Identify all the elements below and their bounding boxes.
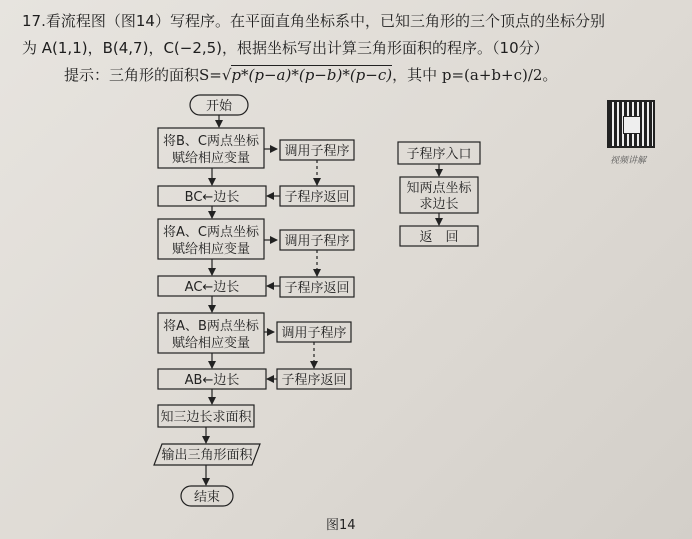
call2-label: 调用子程序 — [284, 234, 350, 249]
end-label: 结束 — [193, 490, 221, 505]
sqrt-icon: √ — [221, 66, 232, 84]
return3-label: 子程序返回 — [281, 373, 347, 388]
box1-line1: 将B、C两点坐标 — [163, 134, 259, 149]
area-label: 知三边长求面积 — [160, 410, 252, 425]
sub-calc-line1: 知两点坐标 — [406, 181, 472, 196]
qr-caption: 视频讲解 — [610, 156, 647, 166]
hint-prefix: 提示：三角形的面积S= — [64, 66, 222, 84]
hint-suffix: ，其中 p=(a+b+c)/2。 — [392, 66, 558, 84]
box2-line2: 赋给相应变量 — [171, 242, 251, 257]
assign3-label: AB←边长 — [184, 373, 240, 388]
assign1-label: BC←边长 — [184, 190, 240, 205]
return2-label: 子程序返回 — [284, 281, 350, 296]
box1-line2: 赋给相应变量 — [171, 151, 251, 166]
question-text-1: 17.看流程图（图14）写程序。在平面直角坐标系中，已知三角形的三个顶点的坐标分别 — [22, 12, 605, 30]
call1-label: 调用子程序 — [284, 144, 350, 159]
output-label: 输出三角形面积 — [161, 448, 253, 463]
start-label: 开始 — [205, 99, 233, 114]
sub-calc-line2: 求边长 — [419, 197, 459, 212]
figure-caption: 图14 — [326, 518, 356, 533]
sub-return-label: 返 回 — [419, 230, 459, 245]
assign2-label: AC←边长 — [184, 280, 240, 295]
sub-entry-label: 子程序入口 — [406, 147, 472, 162]
call3-label: 调用子程序 — [281, 326, 347, 341]
return1-label: 子程序返回 — [284, 190, 350, 205]
box3-line1: 将A、B两点坐标 — [163, 319, 259, 334]
box3-line2: 赋给相应变量 — [171, 336, 251, 351]
question-text-2: 为 A(1,1)，B(4,7)，C(−2,5)，根据坐标写出计算三角形面积的程序。（10分） — [22, 39, 549, 57]
hint-formula: p*(p−a)*(p−b)*(p−c) — [231, 66, 393, 84]
box2-line1: 将A、C两点坐标 — [163, 225, 259, 240]
